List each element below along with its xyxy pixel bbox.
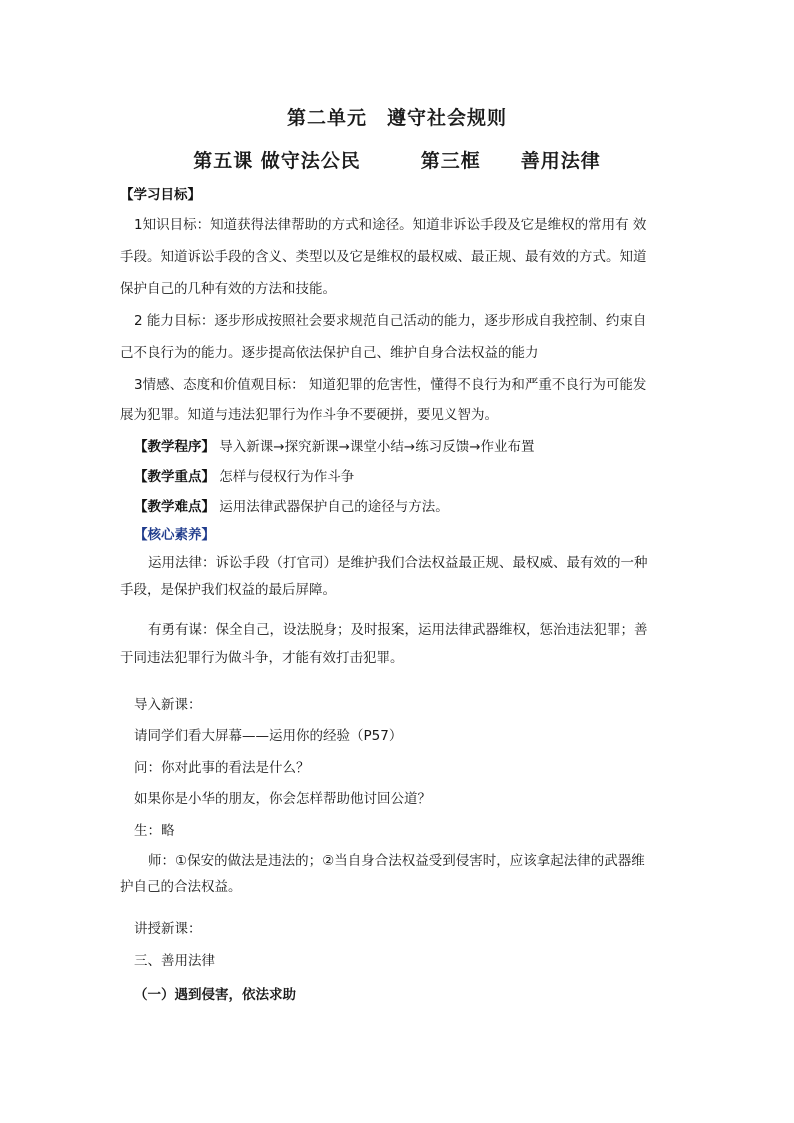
- goal2-line2: 己不良行为的能力。逐步提高依法保护自己、维护自身合法权益的能力: [120, 345, 539, 361]
- literacy2-line1: 有勇有谋：保全自己，设法脱身；及时报案，运用法律武器维权，惩治违法犯罪；善: [148, 622, 648, 638]
- lesson-title: 第五课 做守法公民 第三框 善用法律: [193, 150, 601, 172]
- teacher-line2: 护自己的合法权益。: [120, 879, 242, 895]
- intro-heading: 导入新课：: [134, 697, 202, 713]
- difficulty-text: 运用法律武器保护自己的途径与方法。: [215, 499, 449, 515]
- new-lesson-heading: 讲授新课：: [134, 921, 202, 937]
- student-answer: 生：略: [134, 823, 175, 839]
- literacy2-line2: 于同违法犯罪行为做斗争，才能有效打击犯罪。: [120, 650, 404, 666]
- goal1-line1: 1知识目标：知道获得法律帮助的方式和途径。知道非诉讼手段及它是维权的常用有 效: [134, 217, 647, 233]
- goal2-line1: 2 能力目标：逐步形成按照社会要求规范自己活动的能力，逐步形成自我控制、约束自: [134, 313, 647, 329]
- goal3-line1: 3情感、态度和价值观目标： 知道犯罪的危害性，懂得不良行为和严重不良行为可能发: [134, 377, 647, 393]
- intro-question-2: 如果你是小华的朋友，你会怎样帮助他讨回公道？: [134, 791, 431, 807]
- goals-heading: 【学习目标】: [120, 187, 201, 203]
- literacy1-line1: 运用法律：诉讼手段（打官司）是维护我们合法权益最正规、最权威、最有效的一种: [148, 555, 648, 571]
- subsection-heading: （一）遇到侵害，依法求助: [134, 987, 296, 1003]
- procedure-row: [134, 437, 694, 457]
- keypoint-text: 怎样与侵权行为作斗争: [215, 469, 355, 485]
- difficulty-label: 【教学难点】: [134, 499, 215, 515]
- section-heading: 三、善用法律: [134, 953, 215, 969]
- difficulty-row: [134, 497, 694, 517]
- literacy1-line2: 手段，是保护我们权益的最后屏障。: [120, 582, 336, 598]
- unit-title: 第二单元 遵守社会规则: [286, 107, 507, 129]
- procedure-text: 导入新课→探究新课→课堂小结→练习反馈→作业布置: [215, 439, 535, 455]
- teacher-line1: 师：①保安的做法是违法的；②当自身合法权益受到侵害时，应该拿起法律的武器维: [148, 853, 645, 869]
- keypoint-label: 【教学重点】: [134, 469, 215, 485]
- literacy-heading: 【核心素养】: [134, 527, 215, 543]
- goal3-line2: 展为犯罪。知道与违法犯罪行为作斗争不要硬拼，要见义智为。: [120, 407, 498, 423]
- intro-line: 请同学们看大屏幕——运用你的经验（P57）: [134, 728, 403, 744]
- goal1-line2: 手段。知道诉讼手段的含义、类型以及它是维权的最权威、最正规、最有效的方式。知道: [120, 249, 647, 265]
- intro-question-1: 问：你对此事的看法是什么？: [134, 760, 310, 776]
- procedure-label: 【教学程序】: [134, 439, 215, 455]
- goal1-line3: 保护自己的几种有效的方法和技能。: [120, 281, 336, 297]
- keypoint-row: [134, 467, 694, 487]
